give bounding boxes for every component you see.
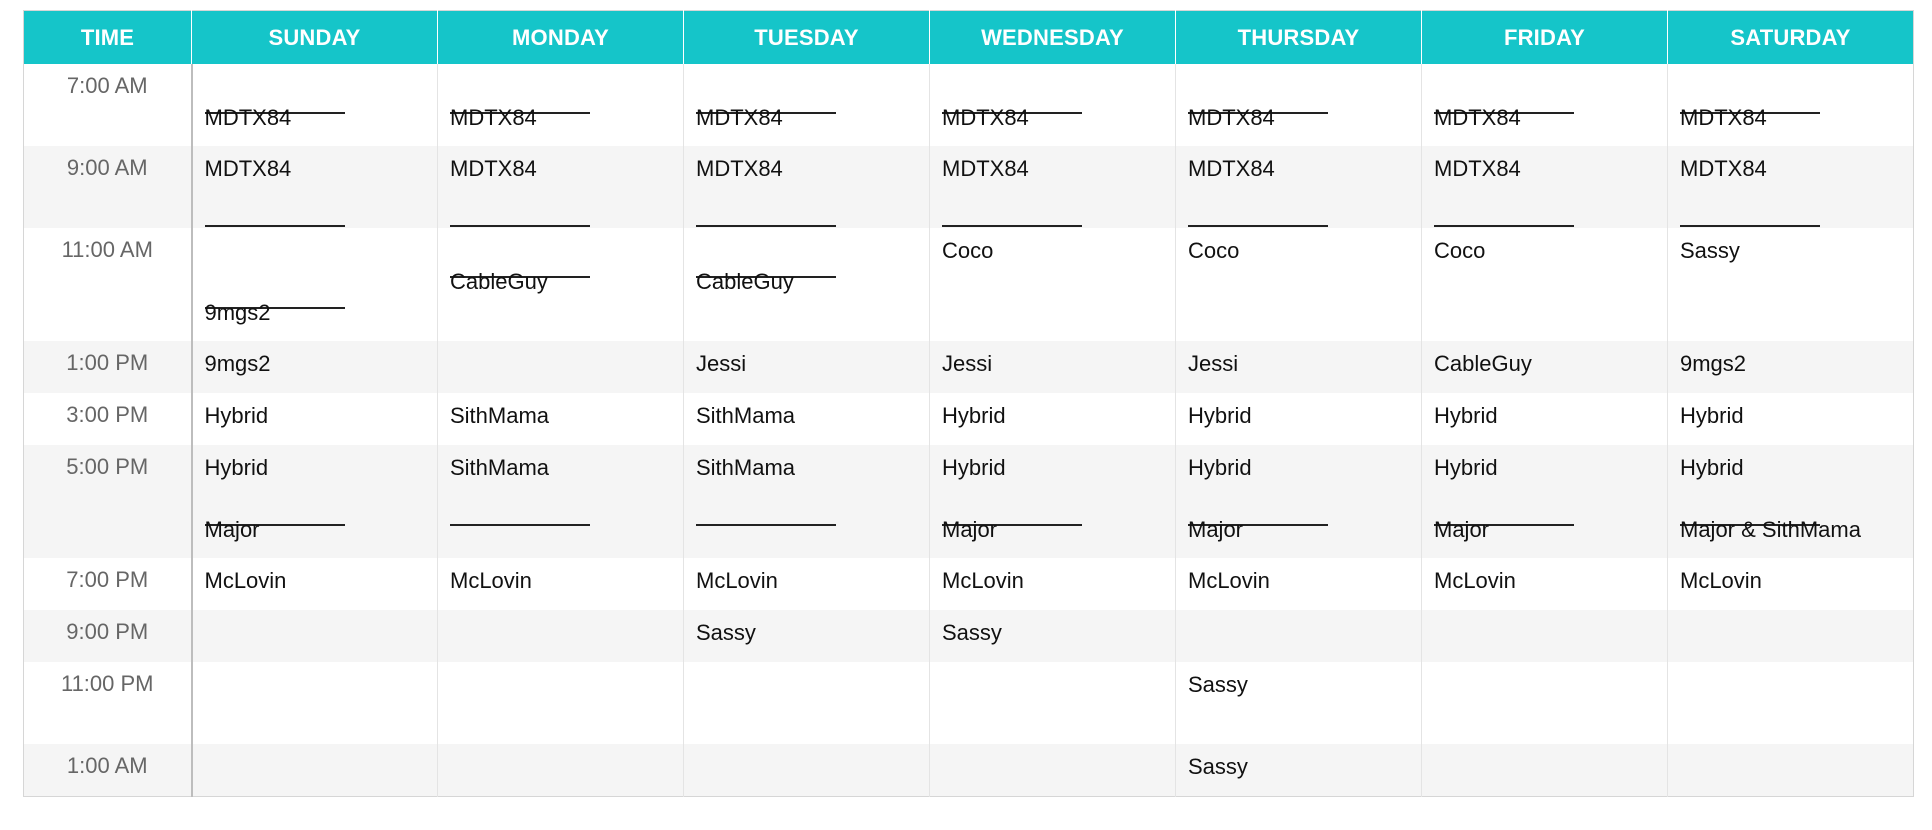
user-name: Hybrid (1680, 455, 1744, 480)
schedule-cell-friday (1422, 228, 1668, 341)
blank-rule (450, 493, 590, 526)
schedule-cell-thursday (1176, 146, 1422, 228)
schedule-cell-friday (1422, 744, 1668, 796)
schedule-cell-monday (438, 341, 684, 393)
time-slot-label: 3:00 PM (24, 393, 192, 445)
blank-slot-line (942, 184, 1175, 215)
schedule-row (24, 558, 1914, 610)
blank-slot-line (450, 71, 683, 102)
user-name: McLovin (450, 568, 532, 593)
header-saturday: SATURDAY (1668, 11, 1914, 65)
blank-slot-line (1434, 483, 1667, 514)
schedule-row (24, 64, 1914, 146)
schedule-cell-saturday (1668, 445, 1914, 558)
schedule-cell-wednesday (930, 610, 1176, 662)
blank-slot-line (205, 71, 438, 102)
user-name: Hybrid (1434, 403, 1498, 428)
schedule-cell-thursday (1176, 744, 1422, 796)
schedule-cell-friday (1422, 558, 1668, 610)
user-name: Hybrid (204, 403, 269, 428)
user-name: McLovin (204, 568, 287, 593)
schedule-cell-sunday (192, 662, 438, 744)
user-name: Hybrid (942, 403, 1006, 428)
time-slot-label: 9:00 PM (24, 610, 192, 662)
schedule-cell-wednesday (930, 341, 1176, 393)
user-name: MDTX84 (1188, 156, 1275, 181)
user-name: Hybrid (1680, 403, 1744, 428)
schedule-cell-wednesday (930, 445, 1176, 558)
schedule-cell-thursday (1176, 64, 1422, 146)
blank-slot-line (1188, 184, 1421, 215)
schedule-cell-saturday (1668, 662, 1914, 744)
user-name: MDTX84 (1680, 105, 1767, 130)
schedule-cell-tuesday (684, 445, 930, 558)
blank-slot-line (1680, 483, 1913, 514)
schedule-cell-tuesday (684, 744, 930, 796)
header-wednesday: WEDNESDAY (930, 11, 1176, 65)
schedule-cell-sunday (192, 558, 438, 610)
schedule-cell-saturday (1668, 228, 1914, 341)
time-slot-label: 7:00 PM (24, 558, 192, 610)
header-thursday: THURSDAY (1176, 11, 1422, 65)
schedule-cell-tuesday (684, 610, 930, 662)
schedule-cell-friday (1422, 341, 1668, 393)
user-name: Sassy (1680, 238, 1740, 263)
schedule-cell-sunday (192, 146, 438, 228)
schedule-cell-thursday (1176, 662, 1422, 744)
user-name: Hybrid (1434, 455, 1498, 480)
user-name: Sassy (942, 620, 1002, 645)
schedule-cell-tuesday (684, 558, 930, 610)
schedule-cell-friday (1422, 662, 1668, 744)
blank-slot-line (450, 235, 683, 266)
user-name: Jessi (1188, 351, 1239, 376)
user-name: Coco (1434, 238, 1486, 263)
user-name: SithMama (450, 455, 550, 480)
blank-rule (942, 194, 1082, 227)
schedule-cell-monday (438, 393, 684, 445)
schedule-cell-tuesday (684, 228, 930, 341)
schedule-cell-tuesday (684, 64, 930, 146)
user-name: SithMama (696, 403, 796, 428)
schedule-cell-friday (1422, 445, 1668, 558)
schedule-cell-wednesday (930, 558, 1176, 610)
schedule-cell-tuesday (684, 662, 930, 744)
user-name: Sassy (1188, 672, 1248, 697)
blank-slot-line (1434, 71, 1667, 102)
schedule-row (24, 662, 1914, 744)
blank-slot-line (205, 184, 438, 215)
time-slot-label: 1:00 PM (24, 341, 192, 393)
schedule-row (24, 744, 1914, 796)
user-name: MDTX84 (204, 156, 292, 181)
schedule-cell-wednesday (930, 662, 1176, 744)
schedule-row (24, 445, 1914, 558)
header-tuesday: TUESDAY (684, 11, 930, 65)
blank-slot-line (942, 483, 1175, 514)
blank-slot-line (205, 483, 438, 514)
user-name: Sassy (696, 620, 756, 645)
schedule-cell-sunday (192, 744, 438, 796)
blank-slot-line (942, 71, 1175, 102)
schedule-cell-friday (1422, 610, 1668, 662)
schedule-cell-wednesday (930, 744, 1176, 796)
blank-slot-line (696, 235, 929, 266)
schedule-cell-monday (438, 228, 684, 341)
schedule-cell-saturday (1668, 64, 1914, 146)
header-row (24, 11, 1914, 65)
user-name: Jessi (942, 351, 993, 376)
user-name: MDTX84 (450, 156, 537, 181)
schedule-row (24, 341, 1914, 393)
user-name: MDTX84 (204, 105, 292, 130)
schedule-cell-friday (1422, 146, 1668, 228)
user-name: CableGuy (696, 269, 794, 294)
user-name: McLovin (1434, 568, 1516, 593)
schedule-row (24, 146, 1914, 228)
schedule-cell-friday (1422, 393, 1668, 445)
schedule-cell-monday (438, 445, 684, 558)
blank-rule (450, 194, 590, 227)
schedule-cell-monday (438, 744, 684, 796)
schedule-cell-sunday (192, 610, 438, 662)
header-friday: FRIDAY (1422, 11, 1668, 65)
schedule-body (24, 64, 1914, 796)
user-name: McLovin (1680, 568, 1762, 593)
schedule-cell-thursday (1176, 341, 1422, 393)
user-name: MDTX84 (942, 156, 1029, 181)
blank-slot-line (696, 71, 929, 102)
schedule-cell-friday (1422, 64, 1668, 146)
schedule-cell-wednesday (930, 393, 1176, 445)
schedule-cell-wednesday (930, 146, 1176, 228)
user-name: SithMama (450, 403, 550, 428)
time-slot-label: 11:00 PM (24, 662, 192, 744)
schedule-cell-saturday (1668, 146, 1914, 228)
user-name: MDTX84 (1188, 105, 1275, 130)
schedule-row (24, 228, 1914, 341)
user-name: McLovin (696, 568, 778, 593)
user-name: McLovin (1188, 568, 1270, 593)
empty-line (205, 235, 438, 266)
schedule-cell-monday (438, 64, 684, 146)
user-name: MDTX84 (942, 105, 1029, 130)
schedule-cell-wednesday (930, 64, 1176, 146)
user-name: Major (942, 517, 998, 542)
user-name: Hybrid (204, 455, 269, 480)
schedule-cell-thursday (1176, 610, 1422, 662)
user-name: 9mgs2 (204, 300, 271, 325)
user-name: 9mgs2 (1680, 351, 1747, 376)
schedule-cell-monday (438, 146, 684, 228)
schedule-cell-sunday (192, 445, 438, 558)
blank-slot-line (450, 184, 683, 215)
time-slot-label: 7:00 AM (24, 64, 192, 146)
time-slot-label: 11:00 AM (24, 228, 192, 341)
schedule-cell-tuesday (684, 393, 930, 445)
user-name: Hybrid (1188, 403, 1252, 428)
blank-slot-line (205, 266, 438, 297)
user-name: Major (1434, 517, 1490, 542)
blank-slot-line (1188, 483, 1421, 514)
user-name: MDTX84 (450, 105, 537, 130)
weekly-schedule-table (23, 10, 1914, 797)
schedule-row (24, 393, 1914, 445)
user-name: McLovin (942, 568, 1024, 593)
user-name: Coco (942, 238, 994, 263)
schedule-cell-sunday (192, 341, 438, 393)
user-name: SithMama (696, 455, 796, 480)
schedule-cell-thursday (1176, 228, 1422, 341)
schedule-cell-monday (438, 610, 684, 662)
blank-slot-line (1680, 71, 1913, 102)
schedule-cell-thursday (1176, 393, 1422, 445)
schedule-cell-monday (438, 662, 684, 744)
schedule-cell-saturday (1668, 341, 1914, 393)
blank-slot-line (1680, 184, 1913, 215)
schedule-cell-saturday (1668, 558, 1914, 610)
user-name: CableGuy (1434, 351, 1532, 376)
user-name: Coco (1188, 238, 1240, 263)
blank-rule (696, 493, 836, 526)
user-name: Jessi (696, 351, 747, 376)
user-name: MDTX84 (1434, 156, 1521, 181)
schedule-cell-sunday (192, 64, 438, 146)
user-name: Major (204, 517, 260, 542)
blank-rule (1434, 194, 1574, 227)
header-time: TIME (24, 11, 192, 65)
schedule-cell-saturday (1668, 393, 1914, 445)
schedule-cell-tuesday (684, 146, 930, 228)
user-name: Hybrid (1188, 455, 1252, 480)
blank-rule (205, 194, 345, 227)
user-name: 9mgs2 (204, 351, 271, 376)
user-name: Major & SithMama (1680, 517, 1861, 542)
schedule-cell-thursday (1176, 445, 1422, 558)
blank-slot-line (450, 483, 683, 514)
blank-slot-line (1434, 184, 1667, 215)
time-slot-label: 9:00 AM (24, 146, 192, 228)
blank-slot-line (696, 483, 929, 514)
blank-rule (696, 194, 836, 227)
schedule-cell-sunday (192, 393, 438, 445)
user-name: Sassy (1188, 754, 1248, 779)
user-name: MDTX84 (1680, 156, 1767, 181)
blank-rule (1680, 194, 1820, 227)
schedule-cell-saturday (1668, 744, 1914, 796)
schedule-cell-sunday (192, 228, 438, 341)
schedule-cell-saturday (1668, 610, 1914, 662)
schedule-cell-tuesday (684, 341, 930, 393)
time-slot-label: 1:00 AM (24, 744, 192, 796)
blank-slot-line (1188, 71, 1421, 102)
user-name: Major (1188, 517, 1244, 542)
schedule-cell-wednesday (930, 228, 1176, 341)
blank-slot-line (696, 184, 929, 215)
user-name: MDTX84 (1434, 105, 1521, 130)
blank-rule (1188, 194, 1328, 227)
header-sunday: SUNDAY (192, 11, 438, 65)
user-name: MDTX84 (696, 105, 783, 130)
schedule-cell-monday (438, 558, 684, 610)
user-name: Hybrid (942, 455, 1006, 480)
user-name: CableGuy (450, 269, 548, 294)
user-name: MDTX84 (696, 156, 783, 181)
time-slot-label: 5:00 PM (24, 445, 192, 558)
schedule-row (24, 610, 1914, 662)
schedule-cell-thursday (1176, 558, 1422, 610)
header-monday: MONDAY (438, 11, 684, 65)
